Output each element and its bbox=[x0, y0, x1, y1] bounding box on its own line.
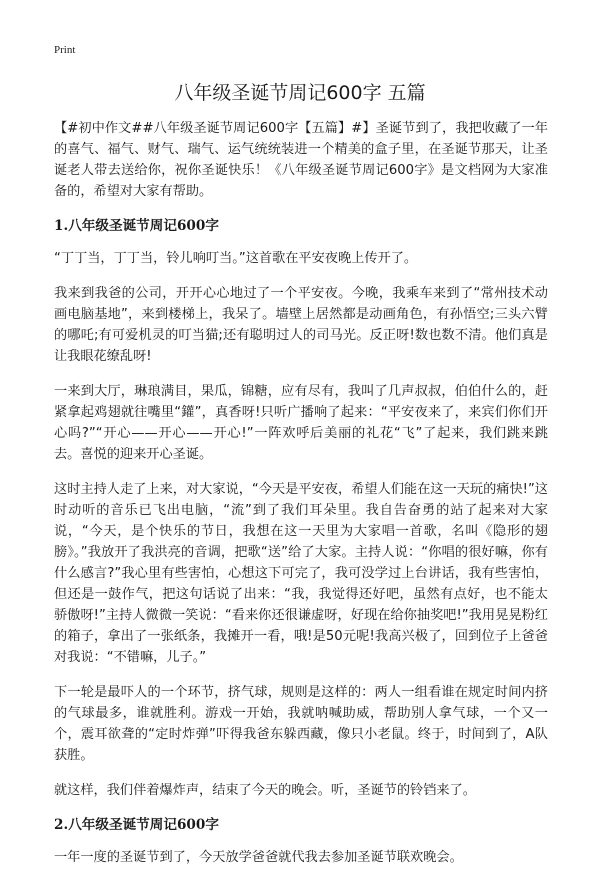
paragraph: 就这样，我们伴着爆炸声，结束了今天的晚会。听，圣诞节的铃铛来了。 bbox=[54, 783, 476, 798]
section-heading: 1.八年级圣诞节周记600字 bbox=[54, 218, 219, 234]
paragraph: 下一轮是最吓人的一个环节，挤气球，规则是这样的：两人一组看谁在规定时间内挤的气球最多，谁就胜利。游戏一开始，我就呐喊助威，帮助别人拿气球，一个又一个，震耳欲聋的“定时炸弹”吓得我爸东躲西藏，像只小老鼠。终于，时间到了，A队获胜。 bbox=[54, 685, 548, 763]
paragraph: “丁丁当，丁丁当，铃儿响叮当。”这首歌在平安夜晚上传开了。 bbox=[54, 251, 418, 266]
paragraph: 一来到大厅，琳琅满目，果瓜，锦糖，应有尽有，我叫了几声叔叔，伯伯什么的，赶紧拿起鸡翅就往嘴里“鑵”，真香呀!只听广播响了起来：“平安夜来了，来宾们你们开心吗?”“开心——开心——开心!”一阵欢呼后美丽的礼花“飞”了起来，我们跳来跳去。喜悦的迎来开心圣诞。 bbox=[54, 384, 548, 462]
article-body bbox=[54, 118, 548, 882]
paragraph: 我来到我爸的公司，开开心心地过了一个平安夜。今晚，我乘车来到了“常州技术动画电脑基地”，来到楼梯上，我呆了。墙壁上居然都是动画角色，有孙悟空;三头六臂的哪吒;有可爱机灵的叮当猫;还有聪明过人的司马光。反正呀!数也数不清。他们真是让我眼花缭乱呀! bbox=[54, 286, 548, 364]
paragraph: 这时主持人走了上来，对大家说，“今天是平安夜，希望人们能在这一天玩的痛快!”这时动听的音乐已飞出电脑，“流”到了我们耳朵里。我自告奋勇的站了起来对大家说，“今天，是个快乐的节日，我想在这一天里为大家唱一首歌，名叫《隐形的翅膀》。”我放开了我洪亮的音调，把歌“送”给了大家。主持人说：“你唱的很好嘛，你有什么感言?”我心里有些害怕，心想这下可完了，我可没学过上台讲话，我有些害怕，但还是一鼓作气，把这句话说了出来：“我，我觉得还好吧，虽然有点好，也不能太骄傲呀!”主持人微微一笑说：“看来你还很谦虚呀，好现在给你抽奖吧!”我用晃晃粉红的箱子，拿出了一张纸条，我摊开一看，哦!是50元呢!我高兴极了，回到位子上爸爸对我说：“不错嘛，儿子。” bbox=[54, 482, 548, 665]
page-title: 八年级圣诞节周记600字 五篇 bbox=[174, 82, 426, 104]
section-heading: 2.八年级圣诞节周记600字 bbox=[54, 817, 219, 833]
paragraph: 一年一度的圣诞节到了，今天放学爸爸就代我去参加圣诞节联欢晚会。 bbox=[54, 850, 463, 865]
intro-paragraph: 【#初中作文##八年级圣诞节周记600字【五篇】#】圣诞节到了，我把收藏了一年的喜气、福气、财气、瑞气、运气统统装进一个精美的盒子里，在圣诞节那天，让圣诞老人带去送给你，祝你圣诞快乐！《八年级圣诞节周记600字》是文档网为大家准备的，希望对大家有帮助。 bbox=[54, 121, 548, 199]
print-link[interactable]: Print bbox=[54, 44, 76, 56]
